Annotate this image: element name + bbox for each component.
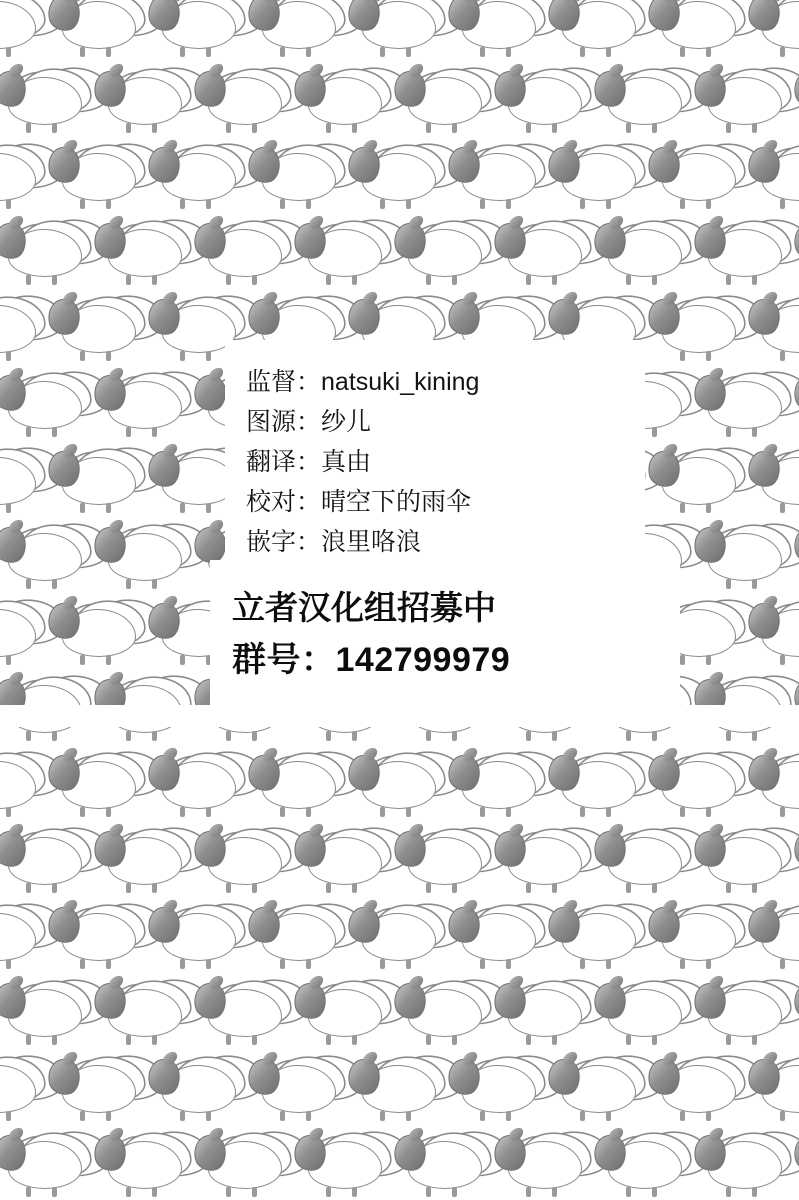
credit-label-supervisor: 监督：: [246, 368, 322, 396]
sheep-icon: [646, 1053, 746, 1123]
credits-backdrop-edge: [0, 705, 799, 727]
sheep-pattern-row: [0, 898, 745, 974]
sheep-icon: [546, 901, 646, 971]
sheep-icon: [592, 1129, 692, 1199]
sheep-icon: [92, 217, 192, 287]
sheep-icon: [746, 749, 799, 819]
credit-row-rawprovider: [246, 402, 766, 442]
credit-value-translator: 真由: [321, 448, 372, 476]
sheep-icon: [746, 141, 799, 211]
sheep-icon: [792, 65, 799, 135]
sheep-icon: [246, 1053, 346, 1123]
sheep-icon: [592, 217, 692, 287]
sheep-icon: [646, 293, 746, 363]
sheep-icon: [292, 825, 392, 895]
sheep-icon: [0, 521, 92, 591]
credit-label-typesetter: 嵌字：: [246, 528, 322, 556]
sheep-icon: [446, 0, 546, 59]
sheep-icon: [292, 1129, 392, 1199]
recruitment-block: [232, 582, 772, 686]
sheep-icon: [146, 1053, 246, 1123]
sheep-pattern-row: [0, 822, 791, 898]
qq-label: 群号：: [232, 641, 336, 679]
sheep-icon: [192, 217, 292, 287]
sheep-icon: [46, 141, 146, 211]
sheep-icon: [192, 977, 292, 1047]
sheep-icon: [792, 217, 799, 287]
credits-block: [246, 362, 766, 562]
credit-row-supervisor: [246, 362, 766, 402]
sheep-icon: [146, 901, 246, 971]
sheep-icon: [346, 141, 446, 211]
sheep-pattern-row: [0, 138, 745, 214]
credit-label-proofreader: 校对：: [246, 488, 322, 516]
sheep-icon: [492, 977, 592, 1047]
sheep-icon: [246, 0, 346, 59]
sheep-icon: [92, 521, 192, 591]
sheep-icon: [46, 597, 146, 667]
sheep-icon: [592, 825, 692, 895]
sheep-icon: [192, 65, 292, 135]
sheep-icon: [192, 825, 292, 895]
sheep-icon: [592, 977, 692, 1047]
sheep-icon: [792, 369, 799, 439]
credit-label-translator: 翻译：: [246, 448, 322, 476]
credit-row-typesetter: [246, 522, 766, 562]
sheep-icon: [0, 65, 92, 135]
credit-value-typesetter: 浪里咯浪: [321, 528, 422, 556]
sheep-pattern-row: [0, 214, 791, 290]
sheep-icon: [46, 293, 146, 363]
sheep-icon: [0, 825, 92, 895]
sheep-icon: [92, 1129, 192, 1199]
sheep-pattern-row: [0, 0, 745, 62]
sheep-icon: [146, 749, 246, 819]
sheep-pattern-row: [0, 974, 791, 1050]
sheep-icon: [792, 521, 799, 591]
sheep-icon: [0, 977, 92, 1047]
sheep-icon: [746, 293, 799, 363]
sheep-icon: [492, 65, 592, 135]
sheep-icon: [0, 369, 92, 439]
sheep-icon: [246, 901, 346, 971]
sheep-icon: [0, 217, 92, 287]
sheep-icon: [546, 0, 646, 59]
sheep-icon: [392, 977, 492, 1047]
sheep-icon: [0, 597, 46, 667]
sheep-icon: [692, 1129, 792, 1199]
sheep-icon: [546, 749, 646, 819]
sheep-icon: [646, 901, 746, 971]
sheep-icon: [292, 217, 392, 287]
sheep-icon: [0, 901, 46, 971]
credit-value-supervisor: natsuki_kining: [321, 368, 480, 396]
sheep-icon: [0, 293, 46, 363]
sheep-pattern-row: [0, 746, 745, 822]
sheep-icon: [292, 65, 392, 135]
recruitment-headline: 立者汉化组招募中: [232, 589, 496, 626]
sheep-icon: [192, 1129, 292, 1199]
sheep-icon: [92, 825, 192, 895]
sheep-icon: [46, 1053, 146, 1123]
sheep-icon: [292, 977, 392, 1047]
sheep-icon: [246, 749, 346, 819]
credit-row-proofreader: [246, 482, 766, 522]
sheep-icon: [692, 825, 792, 895]
sheep-icon: [792, 1129, 799, 1199]
sheep-icon: [0, 141, 46, 211]
sheep-icon: [0, 0, 46, 59]
sheep-icon: [746, 1053, 799, 1123]
sheep-icon: [92, 369, 192, 439]
sheep-icon: [246, 141, 346, 211]
sheep-icon: [392, 825, 492, 895]
sheep-icon: [492, 825, 592, 895]
credit-value-rawprovider: 纱儿: [321, 408, 372, 436]
sheep-icon: [592, 65, 692, 135]
sheep-icon: [346, 1053, 446, 1123]
sheep-icon: [546, 1053, 646, 1123]
sheep-icon: [646, 141, 746, 211]
sheep-icon: [746, 0, 799, 59]
sheep-icon: [446, 901, 546, 971]
sheep-icon: [392, 217, 492, 287]
sheep-icon: [646, 749, 746, 819]
sheep-icon: [46, 749, 146, 819]
sheep-icon: [0, 1129, 92, 1199]
sheep-icon: [92, 977, 192, 1047]
sheep-pattern-row: [0, 1050, 745, 1126]
sheep-icon: [0, 1053, 46, 1123]
sheep-icon: [0, 749, 46, 819]
recruitment-qq-row: [232, 634, 772, 686]
sheep-icon: [392, 65, 492, 135]
credit-row-translator: [246, 442, 766, 482]
sheep-icon: [146, 0, 246, 59]
sheep-icon: [792, 977, 799, 1047]
sheep-icon: [46, 445, 146, 515]
sheep-icon: [346, 901, 446, 971]
sheep-icon: [492, 1129, 592, 1199]
sheep-icon: [46, 0, 146, 59]
sheep-icon: [146, 141, 246, 211]
sheep-icon: [446, 749, 546, 819]
sheep-icon: [392, 1129, 492, 1199]
sheep-icon: [692, 217, 792, 287]
sheep-icon: [46, 901, 146, 971]
sheep-icon: [0, 445, 46, 515]
sheep-icon: [492, 217, 592, 287]
sheep-icon: [92, 65, 192, 135]
credit-value-proofreader: 晴空下的雨伞: [321, 488, 472, 516]
sheep-pattern-row: [0, 1126, 791, 1200]
sheep-icon: [546, 141, 646, 211]
sheep-icon: [646, 0, 746, 59]
sheep-icon: [446, 141, 546, 211]
sheep-icon: [692, 65, 792, 135]
sheep-icon: [346, 0, 446, 59]
sheep-icon: [792, 825, 799, 895]
credit-label-rawprovider: 图源：: [246, 408, 322, 436]
sheep-icon: [346, 749, 446, 819]
sheep-icon: [692, 977, 792, 1047]
sheep-icon: [446, 1053, 546, 1123]
qq-number: 142799979: [335, 641, 511, 679]
sheep-icon: [746, 901, 799, 971]
sheep-pattern-row: [0, 62, 791, 138]
